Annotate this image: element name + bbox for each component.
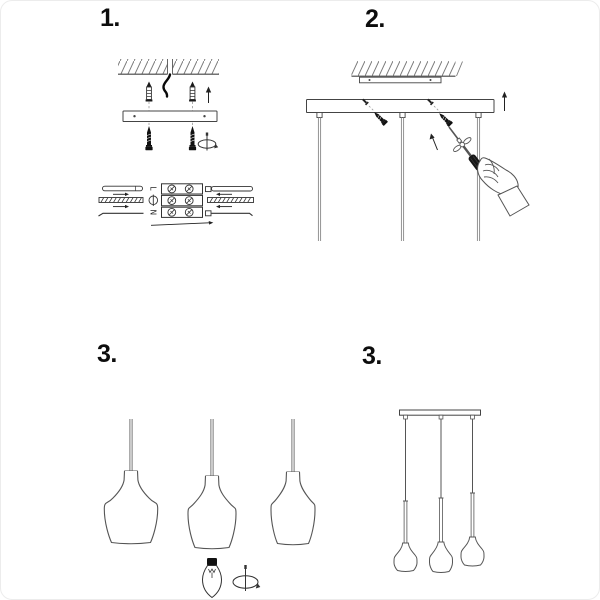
mains-wire [164, 75, 171, 97]
assembled-pendant-left [394, 415, 417, 571]
assembled-pendant-right [461, 415, 484, 566]
panel-2-drawing [307, 61, 530, 241]
terminal-wiring-diagram [99, 184, 254, 226]
diagram-canvas [1, 1, 599, 599]
up-arrow-icon [206, 87, 211, 104]
insert-direction-arrow-icon [151, 221, 213, 225]
pendant-shade-left [104, 419, 157, 544]
step-1-label: 1. [100, 4, 120, 32]
earth-icon [149, 195, 158, 206]
panel-1-drawing [99, 59, 254, 225]
screw-turn-icon [198, 133, 218, 151]
panel-3-drawing [104, 419, 315, 598]
wire-live-right [206, 186, 253, 191]
right-arrow-icon [113, 205, 129, 208]
panel-4-drawing [394, 410, 484, 573]
bulb-icon [203, 558, 222, 598]
screw-turn-icon [233, 565, 260, 591]
screw-right-icon [189, 126, 196, 150]
left-arrow-icon [216, 205, 232, 208]
mounting-bracket [360, 77, 442, 83]
terminal-block [162, 184, 203, 218]
wall-anchor-right-icon [189, 82, 196, 102]
pendant-shade-middle [188, 419, 236, 549]
right-arrow-icon [113, 193, 129, 196]
canopy-bar [307, 100, 495, 113]
ceiling-hatch [352, 61, 463, 76]
live-label: L [148, 186, 158, 191]
suspension-cord-middle [400, 113, 405, 242]
neutral-label: N [148, 209, 158, 216]
ceiling-hatch [118, 59, 219, 74]
step-2-label: 2. [365, 5, 385, 33]
wire-earth-left [99, 198, 143, 203]
wire-earth-right [208, 198, 254, 203]
drive-arrow-icon [430, 134, 438, 151]
suspension-cord-left [317, 113, 322, 242]
wire-neutral-left [99, 213, 144, 216]
wall-anchor-left-icon [146, 82, 153, 102]
canopy-bar [400, 410, 481, 415]
step-3-label: 3. [97, 340, 117, 368]
up-arrow-icon [502, 92, 507, 112]
wire-neutral-right [206, 211, 253, 216]
pendant-shade-right [271, 419, 315, 545]
mounting-screw-icon [437, 111, 453, 127]
left-arrow-icon [216, 193, 232, 196]
mounting-bracket [123, 111, 217, 122]
screw-left-icon [145, 126, 152, 150]
step-4-label: 3. [362, 342, 382, 370]
assembled-pendant-middle [430, 415, 453, 572]
wire-live-left [103, 186, 143, 191]
